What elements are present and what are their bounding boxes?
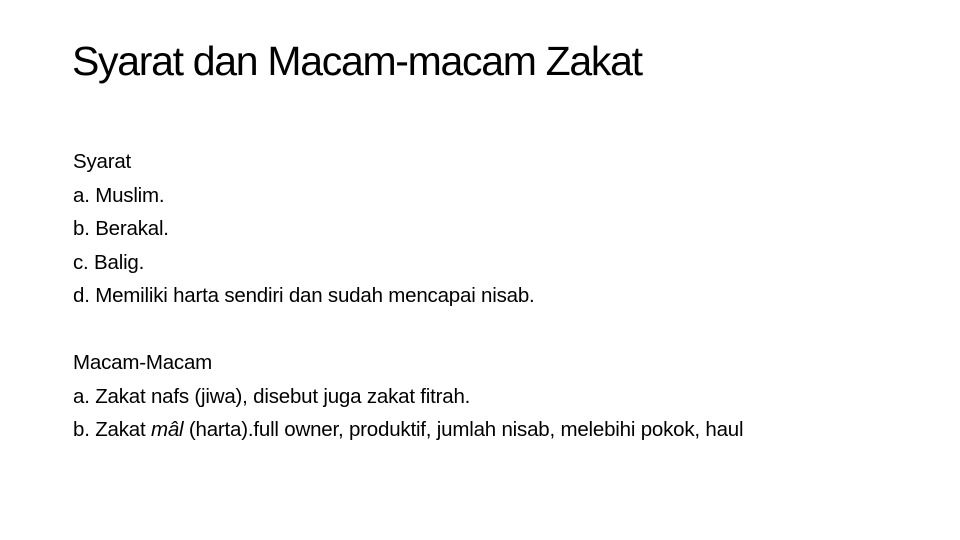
macam-item-zakat-mal-italic: mâl bbox=[150, 418, 184, 441]
syarat-heading: Syarat bbox=[73, 150, 132, 173]
slide-body bbox=[73, 145, 933, 447]
slide-title: Syarat dan Macam-macam Zakat bbox=[72, 38, 642, 84]
syarat-item-harta-nisab: d. Memiliki harta sendiri dan sudah mencapai nisab. bbox=[73, 284, 535, 307]
macam-item-zakat-mal-prefix: b. Zakat bbox=[73, 418, 151, 441]
macam-item-zakat-mal bbox=[73, 413, 933, 447]
syarat-item-berakal: b. Berakal. bbox=[73, 217, 169, 240]
syarat-item-muslim: a. Muslim. bbox=[73, 183, 165, 207]
syarat-item-balig: c. Balig. bbox=[73, 250, 145, 274]
paragraph-spacer bbox=[73, 313, 933, 347]
macam-item-zakat-nafs: a. Zakat nafs (jiwa), disebut juga zakat fitrah. bbox=[73, 384, 471, 408]
macam-heading: Macam-Macam bbox=[73, 351, 213, 374]
macam-item-zakat-mal-suffix: (harta).full owner, produktif, jumlah nisab, melebihi pokok, haul bbox=[183, 418, 744, 441]
